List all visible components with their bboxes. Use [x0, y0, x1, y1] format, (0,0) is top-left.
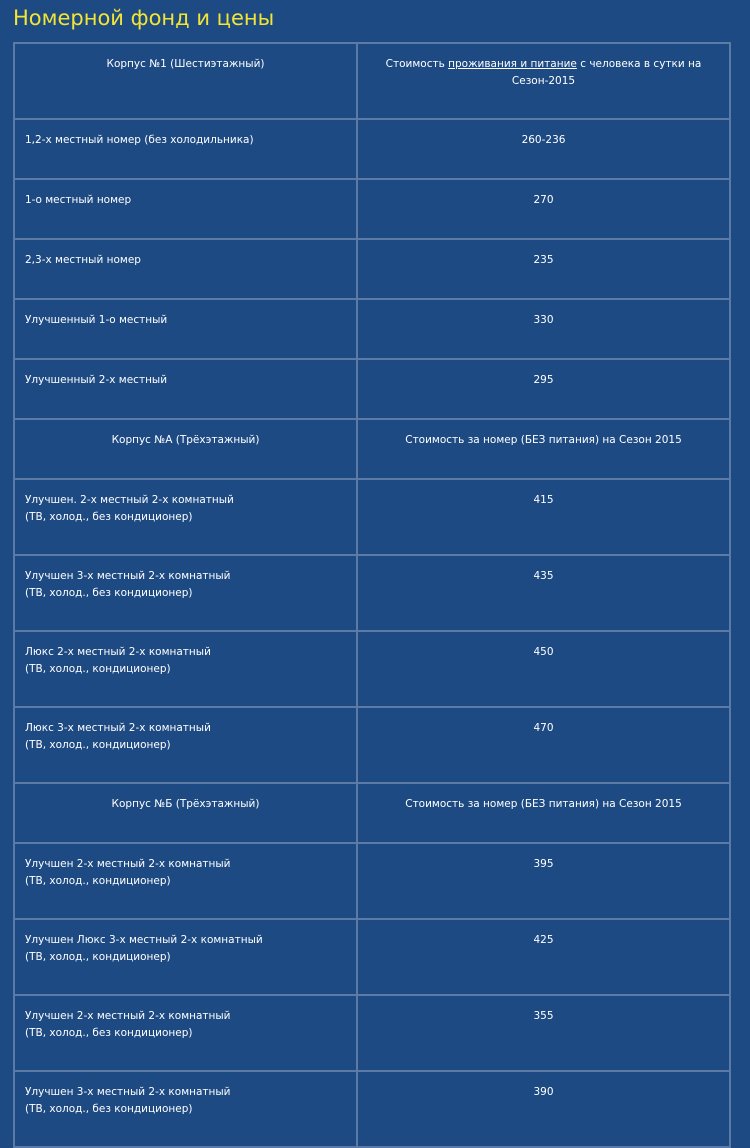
room-price: 260-236 [357, 119, 730, 179]
table-row [14, 119, 730, 179]
room-name [14, 919, 357, 995]
room-name: 1-о местный номер [14, 179, 357, 239]
room-name-line2: (ТВ, холод., кондиционер) [25, 739, 171, 751]
room-name-line1: Улучшен Люкс 3-х местный 2-х комнатный [25, 934, 263, 946]
room-name [14, 479, 357, 555]
room-name-line2: (ТВ, холод., без кондиционер) [25, 511, 193, 523]
section-header-row [14, 43, 730, 119]
room-price: 415 [357, 479, 730, 555]
price-table-container [13, 42, 731, 1148]
room-name-line1: Улучшен 2-х местный 2-х комнатный [25, 858, 231, 870]
room-name-line2: (ТВ, холод., кондиционер) [25, 663, 171, 675]
section3-header-left: Корпус №Б (Трёхэтажный) [14, 783, 357, 843]
room-name [14, 707, 357, 783]
table-row [14, 995, 730, 1071]
section-header-row [14, 783, 730, 843]
room-name-line1: Люкс 2-х местный 2-х комнатный [25, 646, 211, 658]
page-title: Номерной фонд и цены [13, 6, 275, 30]
section-header-row [14, 419, 730, 479]
room-price: 355 [357, 995, 730, 1071]
room-price: 330 [357, 299, 730, 359]
table-row [14, 919, 730, 995]
room-price: 395 [357, 843, 730, 919]
room-name-line1: Улучшен. 2-х местный 2-х комнатный [25, 494, 234, 506]
room-name: Улучшенный 2-х местный [14, 359, 357, 419]
room-name: Улучшенный 1-о местный [14, 299, 357, 359]
room-name [14, 843, 357, 919]
section1-header-left: Корпус №1 (Шестиэтажный) [14, 43, 357, 119]
section3-header-right: Стоимость за номер (БЕЗ питания) на Сезон 2015 [357, 783, 730, 843]
header-text-prefix: Стоимость [385, 58, 449, 70]
room-name-line1: Улучшен 2-х местный 2-х комнатный [25, 1010, 231, 1022]
room-name [14, 631, 357, 707]
price-table [13, 42, 731, 1148]
room-name [14, 995, 357, 1071]
table-row [14, 707, 730, 783]
room-name [14, 555, 357, 631]
section1-header-right [357, 43, 730, 119]
header-text-suffix: с человека в сутки на Сезон-2015 [511, 58, 702, 87]
room-price: 425 [357, 919, 730, 995]
room-name-line1: Улучшен 3-х местный 2-х комнатный [25, 570, 231, 582]
room-name: 2,3-х местный номер [14, 239, 357, 299]
section2-header-right: Стоимость за номер (БЕЗ питания) на Сезон 2015 [357, 419, 730, 479]
room-name: 1,2-х местный номер (без холодильника) [14, 119, 357, 179]
room-price: 270 [357, 179, 730, 239]
table-row [14, 359, 730, 419]
room-name-line1: Улучшен 3-х местный 2-х комнатный [25, 1086, 231, 1098]
table-row [14, 179, 730, 239]
room-price: 450 [357, 631, 730, 707]
room-name-line2: (ТВ, холод., без кондиционер) [25, 1103, 193, 1115]
table-row [14, 843, 730, 919]
table-row [14, 1071, 730, 1147]
table-row [14, 631, 730, 707]
table-row [14, 239, 730, 299]
room-name-line2: (ТВ, холод., кондиционер) [25, 875, 171, 887]
table-row [14, 479, 730, 555]
room-price: 390 [357, 1071, 730, 1147]
table-row [14, 299, 730, 359]
header-text-underlined: проживания и питание [448, 58, 577, 70]
room-price: 235 [357, 239, 730, 299]
room-price: 435 [357, 555, 730, 631]
section2-header-left: Корпус №А (Трёхэтажный) [14, 419, 357, 479]
room-name [14, 1071, 357, 1147]
table-row [14, 555, 730, 631]
room-name-line2: (ТВ, холод., без кондиционер) [25, 1027, 193, 1039]
room-name-line1: Люкс 3-х местный 2-х комнатный [25, 722, 211, 734]
room-name-line2: (ТВ, холод., кондиционер) [25, 951, 171, 963]
room-price: 295 [357, 359, 730, 419]
room-price: 470 [357, 707, 730, 783]
room-name-line2: (ТВ, холод., без кондиционер) [25, 587, 193, 599]
